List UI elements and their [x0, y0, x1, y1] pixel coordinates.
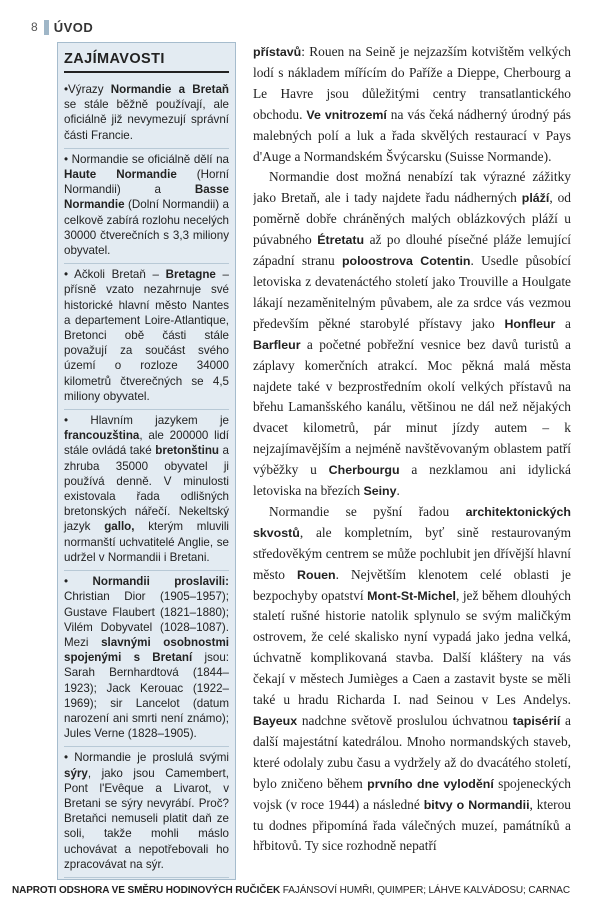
- text-run: Normandie se pyšní řadou: [269, 503, 466, 519]
- bold-term: gallo,: [104, 520, 135, 534]
- body-paragraph: [253, 42, 571, 167]
- text-run: – přísně vzato nezahrnuje své historické hlavní město Nantes a departement Loire-Atlantique, Bretonci obě části stále považují za součást svého území o rozloze 34000 kilometrů čtverečných se 4,5 miliony obyvatel.: [64, 268, 230, 403]
- bold-term: Basse Normandie: [64, 183, 229, 212]
- text-run: Christian Dior (1905–1957); Gustave Flaubert (1821–1880); Vilém Dobyvatel (1028–1087). Mezi: [64, 590, 229, 649]
- text-run: •: [64, 575, 93, 589]
- text-run: se stále běžně používají, ale oficiálně již nevymezují správní části Francie.: [64, 98, 229, 142]
- bold-term: Bayeux: [253, 714, 298, 728]
- text-run: (Horní Normandii) a: [64, 168, 229, 197]
- text-run: •Výrazy: [64, 83, 111, 96]
- bold-term: francouzština: [64, 429, 140, 443]
- bold-term: Rouen: [297, 567, 336, 582]
- text-run: . Největším klenotem celé oblasti je bezpochyby opatství: [253, 566, 571, 603]
- text-run: .: [396, 483, 400, 499]
- bold-term: Étretatu: [317, 233, 365, 248]
- text-run: a početné pobřežní vesnice bez davů turistů a záplavy komerčních atrakcí. Moc pěkná malá města najdete také v bezprostředním okolí velkých přístavů na břehu Lamanšského kanálu, většinou ne dál než nějakých dvacet kilometrů, pár minut jízdy autem – k nejzajímavějším a nejméně navštěvovaným oblastem patří výběžky u: [253, 336, 571, 478]
- bold-term: Cherbourgu: [328, 463, 400, 478]
- body-paragraph: [253, 167, 571, 502]
- text-run: , od poměrně dobře chráněných malých oblázkových pláží u púvabného: [253, 190, 571, 248]
- text-run: , jako jsou Camembert, Pont l'Evêque a Livarot, v Bretani se sýry nevyrábí. Proč? Bretaňci nemuseli platit daň ze soli, takže mohli máslo uchovávat a nepotřebovali ho zpracovávat na sýr.: [64, 766, 229, 871]
- bold-term: sýry: [64, 766, 88, 780]
- text-run: (Dolní Normandii) a celkově zabírá rozlohu necelých 30000 čtverečních s 3,3 miliony obyvatel.: [64, 198, 229, 258]
- sidebar-fact: [64, 149, 229, 264]
- bold-term: Ve vnitrozemí: [306, 107, 387, 122]
- text-run: kterým mluvili normanští uchvatitelé Anglie, se udržel v Normandii i Bretani.: [64, 520, 229, 564]
- sidebar-title: ZAJÍMAVOSTI: [64, 51, 229, 73]
- facts-sidebar: [57, 42, 236, 880]
- bold-term: Bretagne: [165, 268, 216, 282]
- bold-term: bretonštinu: [155, 444, 219, 458]
- caption-bold: NAPROTI ODSHORA VE SMĚRU HODINOVÝCH RUČIČEK: [11, 885, 281, 896]
- sidebar-fact: [64, 264, 229, 410]
- photo-caption: [0, 885, 570, 896]
- text-run: a nezklamou ani idylická letoviska na březích: [253, 462, 571, 499]
- text-run: na vás čeká nádherný úrodný pás malebných polí a luk a řada skvělých restaurací v Pays d'Auge a Normandském Švýcarsku (Suisse Normande).: [253, 106, 571, 164]
- text-run: • Normandie se oficiálně dělí na: [64, 152, 229, 166]
- bold-term: tapisérií: [512, 714, 561, 728]
- page-header: [31, 18, 93, 36]
- text-run: , jež během dlouhých staletí rušné historie natolik splynulo se svým maličkým ostrovem, že celé skalisko nyní vypadá jako jedna velká, úchvatně komplikovaná stavba. Další kláštery na vás čekají v městech Jumièges a Caen a zastavit byste se měli také u hradu Richarda I. nad Seinou v Les Andelys.: [253, 587, 571, 708]
- text-run: a další majestátní katedrálou. Mnoho normandských staveb, které odolaly zubu času a vydržely až do dvacátého století, bylo zničeno během: [253, 713, 571, 791]
- bold-term: Normandie a Bretaň: [110, 83, 229, 96]
- text-run: : Rouen na Seině je nejzazším kotvištěm velkých lodí s nákladem mířícím do Paříže a Dieppe, Cherbourg a Le Havre jsou důležitými centry transatlantického obchodu.: [253, 44, 571, 122]
- main-text: [253, 42, 571, 880]
- bold-term: poloostrova Cotentin: [341, 254, 471, 269]
- bold-term: Barfleur: [253, 337, 301, 352]
- text-run: • Normandie je proslulá svými: [64, 751, 229, 765]
- text-run: • Ačkoli Bretaň –: [64, 268, 166, 282]
- page-number: 8: [31, 20, 38, 34]
- bold-term: slavnými osobnostmi spojenými s Bretaní: [64, 635, 229, 665]
- text-run: nadchne světově proslulou úchvatnou: [297, 713, 513, 728]
- text-run: • Hlavním jazykem je: [64, 414, 229, 428]
- text-run: , ale 200000 lidí stále ovládá také: [64, 429, 229, 458]
- bold-term: pláží: [521, 191, 550, 206]
- body-paragraph: [253, 502, 571, 857]
- sidebar-fact: [64, 79, 229, 149]
- text-run: , ale kompletním, byť sině restaurovaným středověkým centrem se může pochlubit jen dřívější hlavní město: [253, 524, 571, 582]
- sidebar-fact: [64, 747, 229, 878]
- bold-term: Mont-St-Michel: [367, 588, 456, 603]
- text-run: spojeneckých vojsk (v roce 1944) a následné: [253, 775, 571, 812]
- caption-rest: FAJÁNSOVÍ HUMŘI, QUIMPER; LÁHVE KALVÁDOSU; CARNAC: [280, 885, 570, 896]
- bold-term: Haute Normandie: [64, 168, 177, 182]
- text-run: až po dlouhé písečné pláže lemující západní stranu: [253, 232, 571, 269]
- bold-term: architektonických skvostů: [253, 504, 571, 540]
- text-run: a zhruba 35000 obyvatel ji používá denně. V minulosti existovala řada odlišných bretonských nářečí. Nekeltský jazyk: [64, 444, 230, 534]
- bold-term: bitvy o Normandii: [423, 797, 530, 812]
- section-title: ÚVOD: [44, 20, 94, 35]
- sidebar-fact: [64, 878, 229, 880]
- bold-term: přístavů: [253, 45, 302, 59]
- sidebar-fact: [64, 410, 229, 571]
- text-run: . Usedle působící letoviska z devatenáctého století jako Trouville a Houlgate lákají nezaměnitelným půvabem, ale za srdce vás vezmou především pěkné starobylé přístavy jako: [253, 253, 571, 331]
- sidebar-fact: [64, 571, 229, 747]
- bold-term: Honfleur: [504, 316, 556, 331]
- text-run: , kterou tu dodnes připomíná řada válečných muzeí, památníků a hřbitovů. Ty sice rozhodně nepatří: [253, 796, 571, 854]
- sidebar-items: [64, 79, 229, 880]
- text-run: jsou: Sarah Bernhardtová (1844–1923); Jack Kerouac (1922–1969); sir Lancelot (datum narození ani smrti není známo); Jules Verne (1828–1905).: [64, 651, 229, 741]
- bold-term: Normandii proslavili:: [92, 575, 229, 589]
- text-run: Normandie dost možná nenabízí tak výrazné zážitky jako Bretaň, ale i tady najdete řadu nádherných: [253, 169, 571, 206]
- bold-term: prvního dne vylodění: [367, 776, 494, 791]
- text-run: a: [555, 315, 571, 331]
- bold-term: Seiny: [363, 484, 397, 499]
